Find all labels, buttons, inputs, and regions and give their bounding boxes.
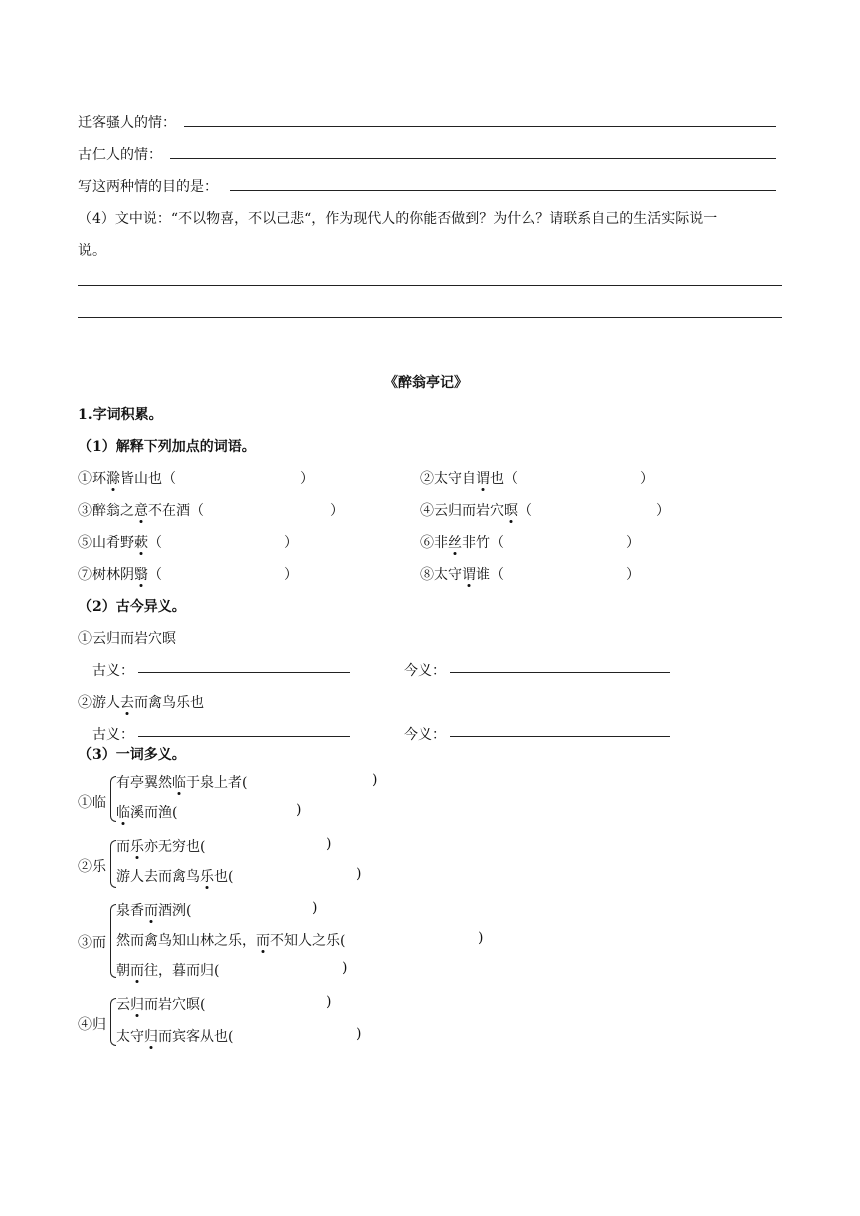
- yici-gui-line-1: 云归而岩穴暝(: [116, 994, 205, 1014]
- heading-ziciji: 1.字词积累。: [78, 407, 163, 423]
- yici-er-line-3: 朝而往，暮而归(: [116, 960, 219, 980]
- yici-gui-line-2: 太守归而宾客从也(: [116, 1026, 233, 1046]
- jieshi-item-8: ⑧太守谓谁（: [420, 564, 504, 584]
- yici-er-line-3-close: ): [342, 960, 348, 976]
- q-mudi-answer-line[interactable]: [230, 190, 776, 191]
- yici-lin-line-1-close: ): [372, 772, 378, 788]
- yici-le-line-2-close: ): [356, 866, 362, 882]
- yici-le-line-1-close: ): [326, 836, 332, 852]
- jieshi-item-1-close: ）: [300, 471, 314, 487]
- heading-yici: （3）一词多义。: [78, 747, 186, 763]
- yici-er-line-2-close: ): [478, 930, 484, 946]
- jieshi-item-7-close: ）: [284, 567, 298, 583]
- jieshi-item-5: ⑤山肴野蔌（: [78, 532, 162, 552]
- yici-label-lin: ①临: [78, 795, 106, 811]
- yici-label-er: ③而: [78, 935, 106, 951]
- gujin-sentence-1: ①云归而岩穴暝: [78, 631, 176, 647]
- yici-er-line-1: 泉香而酒洌(: [116, 900, 191, 920]
- yici-label-gui: ④归: [78, 1017, 106, 1033]
- jieshi-item-3-close: ）: [330, 503, 344, 519]
- gujin-sentence-2: ②游人去而禽鸟乐也: [78, 692, 204, 712]
- gujin-1-jin-label: 今义：: [404, 663, 446, 679]
- yici-er-line-1-close: ): [312, 900, 318, 916]
- section-title: 《醉翁亭记》: [384, 375, 468, 391]
- heading-jieshi: （1）解释下列加点的词语。: [78, 439, 256, 455]
- jieshi-item-8-close: ）: [626, 567, 640, 583]
- q-guren-label: 古仁人的情：: [78, 147, 162, 163]
- yici-lin-line-1: 有亭翼然临于泉上者(: [116, 772, 247, 792]
- jieshi-item-2-close: ）: [640, 471, 654, 487]
- jieshi-item-5-close: ）: [284, 535, 298, 551]
- jieshi-item-1: ①环滁皆山也（: [78, 468, 176, 488]
- gujin-2-jin-line[interactable]: [450, 736, 670, 737]
- q4-answer-line-2[interactable]: [78, 317, 782, 318]
- jieshi-item-6: ⑥非丝非竹（: [420, 532, 504, 552]
- jieshi-item-6-close: ）: [626, 535, 640, 551]
- q4-text-line1: （4）文中说：“不以物喜，不以己悲“，作为现代人的你能否做到？为什么？请联系自己的生活实际说一: [78, 211, 718, 227]
- jieshi-item-7: ⑦树林阴翳（: [78, 564, 162, 584]
- yici-lin-line-2: 临溪而渔(: [116, 802, 177, 822]
- gujin-2-gu-line[interactable]: [138, 736, 350, 737]
- q-qianke-answer-line[interactable]: [184, 126, 776, 127]
- q4-text-line2: 说。: [78, 243, 106, 259]
- jieshi-item-4-close: ）: [656, 503, 670, 519]
- yici-gui-line-2-close: ): [356, 1026, 362, 1042]
- gujin-2-gu-label: 古义：: [92, 727, 134, 743]
- yici-gui-line-1-close: ): [326, 994, 332, 1010]
- gujin-1-jin-line[interactable]: [450, 672, 670, 673]
- q-qianke-label: 迁客骚人的情：: [78, 115, 176, 131]
- yici-lin-line-2-close: ): [296, 802, 302, 818]
- q-guren-answer-line[interactable]: [170, 158, 776, 159]
- gujin-2-jin-label: 今义：: [404, 727, 446, 743]
- heading-gujin: （2）古今异义。: [78, 599, 186, 615]
- jieshi-item-3: ③醉翁之意不在酒（: [78, 500, 204, 520]
- yici-le-line-1: 而乐亦无穷也(: [116, 836, 205, 856]
- yici-label-le: ②乐: [78, 859, 106, 875]
- jieshi-item-4: ④云归而岩穴暝（: [420, 500, 532, 520]
- q4-answer-line-1[interactable]: [78, 285, 782, 286]
- gujin-1-gu-line[interactable]: [138, 672, 350, 673]
- yici-le-line-2: 游人去而禽鸟乐也(: [116, 866, 233, 886]
- q-mudi-label: 写这两种情的目的是：: [78, 179, 218, 195]
- jieshi-item-2: ②太守自谓也（: [420, 468, 518, 488]
- gujin-1-gu-label: 古义：: [92, 663, 134, 679]
- yici-er-line-2: 然而禽鸟知山林之乐，而不知人之乐(: [116, 930, 345, 950]
